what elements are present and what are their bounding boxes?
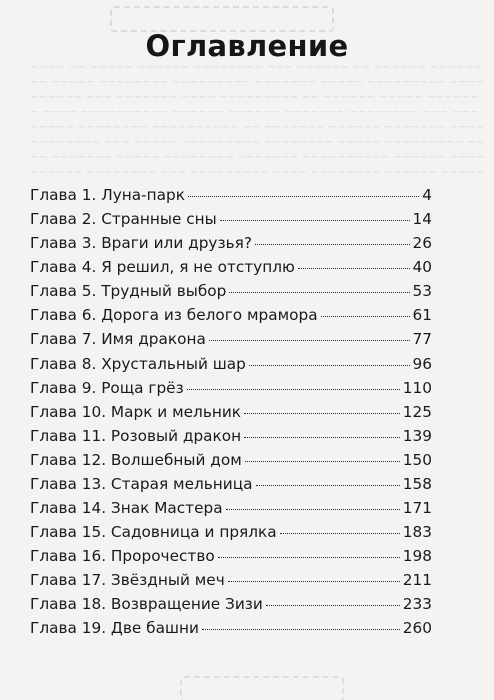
toc-entry bbox=[30, 231, 432, 255]
reverse-side-text-shadow: ~~~~ ~~ ~~~~~ ~~~~~~ ~~~~~~~~ ~~~ ~~~~~~ ~~ ~~~~~~ ~~~~~~ ~~ ~~~~~ ~~~~~~~~ ~~~~~~~~~ ~~~~~~~ ~~~~~ ~~~~~~~~~ ~~~~ ~~~~~~ ~~~ ~~~~~~~ ~~~~ ~~~~~~~~~ ~~ ~~~~~~ ~~~~~ ~~~~~~ ~ ~~~~ ~~~~~~~~~~ ~~~~~~ ~~~~~~ ~~~~~~~ ~~~~~~~~ ~~~ ~~~ ~~~~~ ~~~~~~~~ ~~~~~~~~~~ ~~ ~~~~~~~ ~~~~~~ ~~~~~~~ ~~~~ ~~~~~~~~ ~~~ ~~~~~ ~~~~~~~~~ ~~~~~~~~ ~~~~~ ~~~~~~~~~ ~~ ~~ ~~~~~~~ ~~~~~ ~~~~~~~~ ~~~~~~~ ~~~~~~~~~~ ~~~~~~ ~~~~ ~~~~~~ ~~~~~~~~ ~~~ ~~~~~~~~~ ~~~~ ~~~~~~~~ ~~~~~~ ~~~~~ bbox=[30, 61, 485, 178]
chapter-title: Глава 18. Возвращение Зизи bbox=[30, 595, 263, 614]
toc-entry bbox=[30, 472, 432, 496]
page-number: 233 bbox=[402, 595, 432, 614]
dot-leader bbox=[202, 629, 400, 630]
dot-leader bbox=[226, 509, 400, 510]
chapter-title: Глава 12. Волшебный дом bbox=[30, 450, 242, 469]
toc-entry bbox=[30, 376, 432, 400]
page-number: 125 bbox=[402, 402, 432, 421]
toc-entry bbox=[30, 496, 432, 520]
dot-leader bbox=[245, 461, 400, 462]
chapter-title: Глава 2. Странные сны bbox=[30, 210, 217, 229]
chapter-title: Глава 16. Пророчество bbox=[30, 547, 215, 566]
chapter-title: Глава 14. Знак Мастера bbox=[30, 499, 223, 518]
dot-leader bbox=[218, 557, 400, 558]
chapter-title: Глава 10. Марк и мельник bbox=[30, 402, 242, 421]
page-number: 171 bbox=[402, 499, 432, 518]
toc-entry bbox=[30, 303, 432, 327]
page-number: 150 bbox=[402, 450, 432, 469]
ornament-shadow-bottom bbox=[180, 676, 344, 700]
page-number: 139 bbox=[402, 426, 432, 445]
page-number: 96 bbox=[412, 354, 432, 373]
page-number: 77 bbox=[412, 330, 432, 349]
dot-leader bbox=[228, 581, 400, 582]
page-number: 53 bbox=[412, 282, 432, 301]
chapter-title: Глава 8. Хрустальный шар bbox=[30, 354, 246, 373]
dot-leader bbox=[244, 437, 400, 438]
dot-leader bbox=[229, 292, 409, 293]
chapter-title: Глава 4. Я решил, я не отступлю bbox=[30, 258, 295, 277]
page-number: 110 bbox=[402, 378, 432, 397]
toc-entry bbox=[30, 352, 432, 376]
toc-entry bbox=[30, 568, 432, 592]
page-title: Оглавление bbox=[145, 29, 349, 63]
page-number: 40 bbox=[412, 258, 432, 277]
toc-entry bbox=[30, 207, 432, 231]
chapter-title: Глава 7. Имя дракона bbox=[30, 330, 206, 349]
dot-leader bbox=[266, 605, 400, 606]
toc-entry bbox=[30, 616, 432, 640]
chapter-title: Глава 13. Старая мельница bbox=[30, 474, 253, 493]
page-number: 61 bbox=[412, 306, 432, 325]
dot-leader bbox=[255, 244, 410, 245]
chapter-title: Глава 11. Розовый дракон bbox=[30, 426, 242, 445]
page-number: 26 bbox=[412, 234, 432, 253]
chapter-title: Глава 9. Роща грёз bbox=[30, 378, 184, 397]
page-number: 211 bbox=[402, 571, 432, 590]
dot-leader bbox=[298, 268, 410, 269]
chapter-title: Глава 19. Две башни bbox=[30, 619, 199, 638]
dot-leader bbox=[188, 196, 419, 197]
dot-leader bbox=[220, 220, 410, 221]
page-number: 198 bbox=[402, 547, 432, 566]
dot-leader bbox=[256, 485, 400, 486]
dot-leader bbox=[280, 533, 400, 534]
toc-entry bbox=[30, 183, 432, 207]
toc-entry bbox=[30, 279, 432, 303]
toc-entry bbox=[30, 424, 432, 448]
toc-entry bbox=[30, 592, 432, 616]
dot-leader bbox=[209, 340, 410, 341]
chapter-title: Глава 15. Садовница и прялка bbox=[30, 523, 277, 542]
dot-leader bbox=[244, 413, 400, 414]
page-number: 158 bbox=[402, 474, 432, 493]
toc-entry bbox=[30, 448, 432, 472]
chapter-title: Глава 5. Трудный выбор bbox=[30, 282, 227, 301]
dot-leader bbox=[321, 316, 410, 317]
dot-leader bbox=[249, 365, 410, 366]
page-number: 183 bbox=[402, 523, 432, 542]
toc-entry bbox=[30, 520, 432, 544]
chapter-title: Глава 1. Луна-парк bbox=[30, 186, 185, 204]
table-of-contents bbox=[30, 183, 432, 640]
chapter-title: Глава 17. Звёздный меч bbox=[30, 571, 225, 590]
chapter-title: Глава 3. Враги или друзья? bbox=[30, 234, 252, 253]
chapter-title: Глава 6. Дорога из белого мрамора bbox=[30, 306, 318, 325]
toc-entry bbox=[30, 544, 432, 568]
toc-entry bbox=[30, 255, 432, 279]
page-number: 4 bbox=[422, 186, 432, 204]
page-number: 14 bbox=[412, 210, 432, 229]
page-number: 260 bbox=[402, 619, 432, 638]
dot-leader bbox=[187, 389, 400, 390]
toc-entry bbox=[30, 400, 432, 424]
toc-entry bbox=[30, 327, 432, 351]
